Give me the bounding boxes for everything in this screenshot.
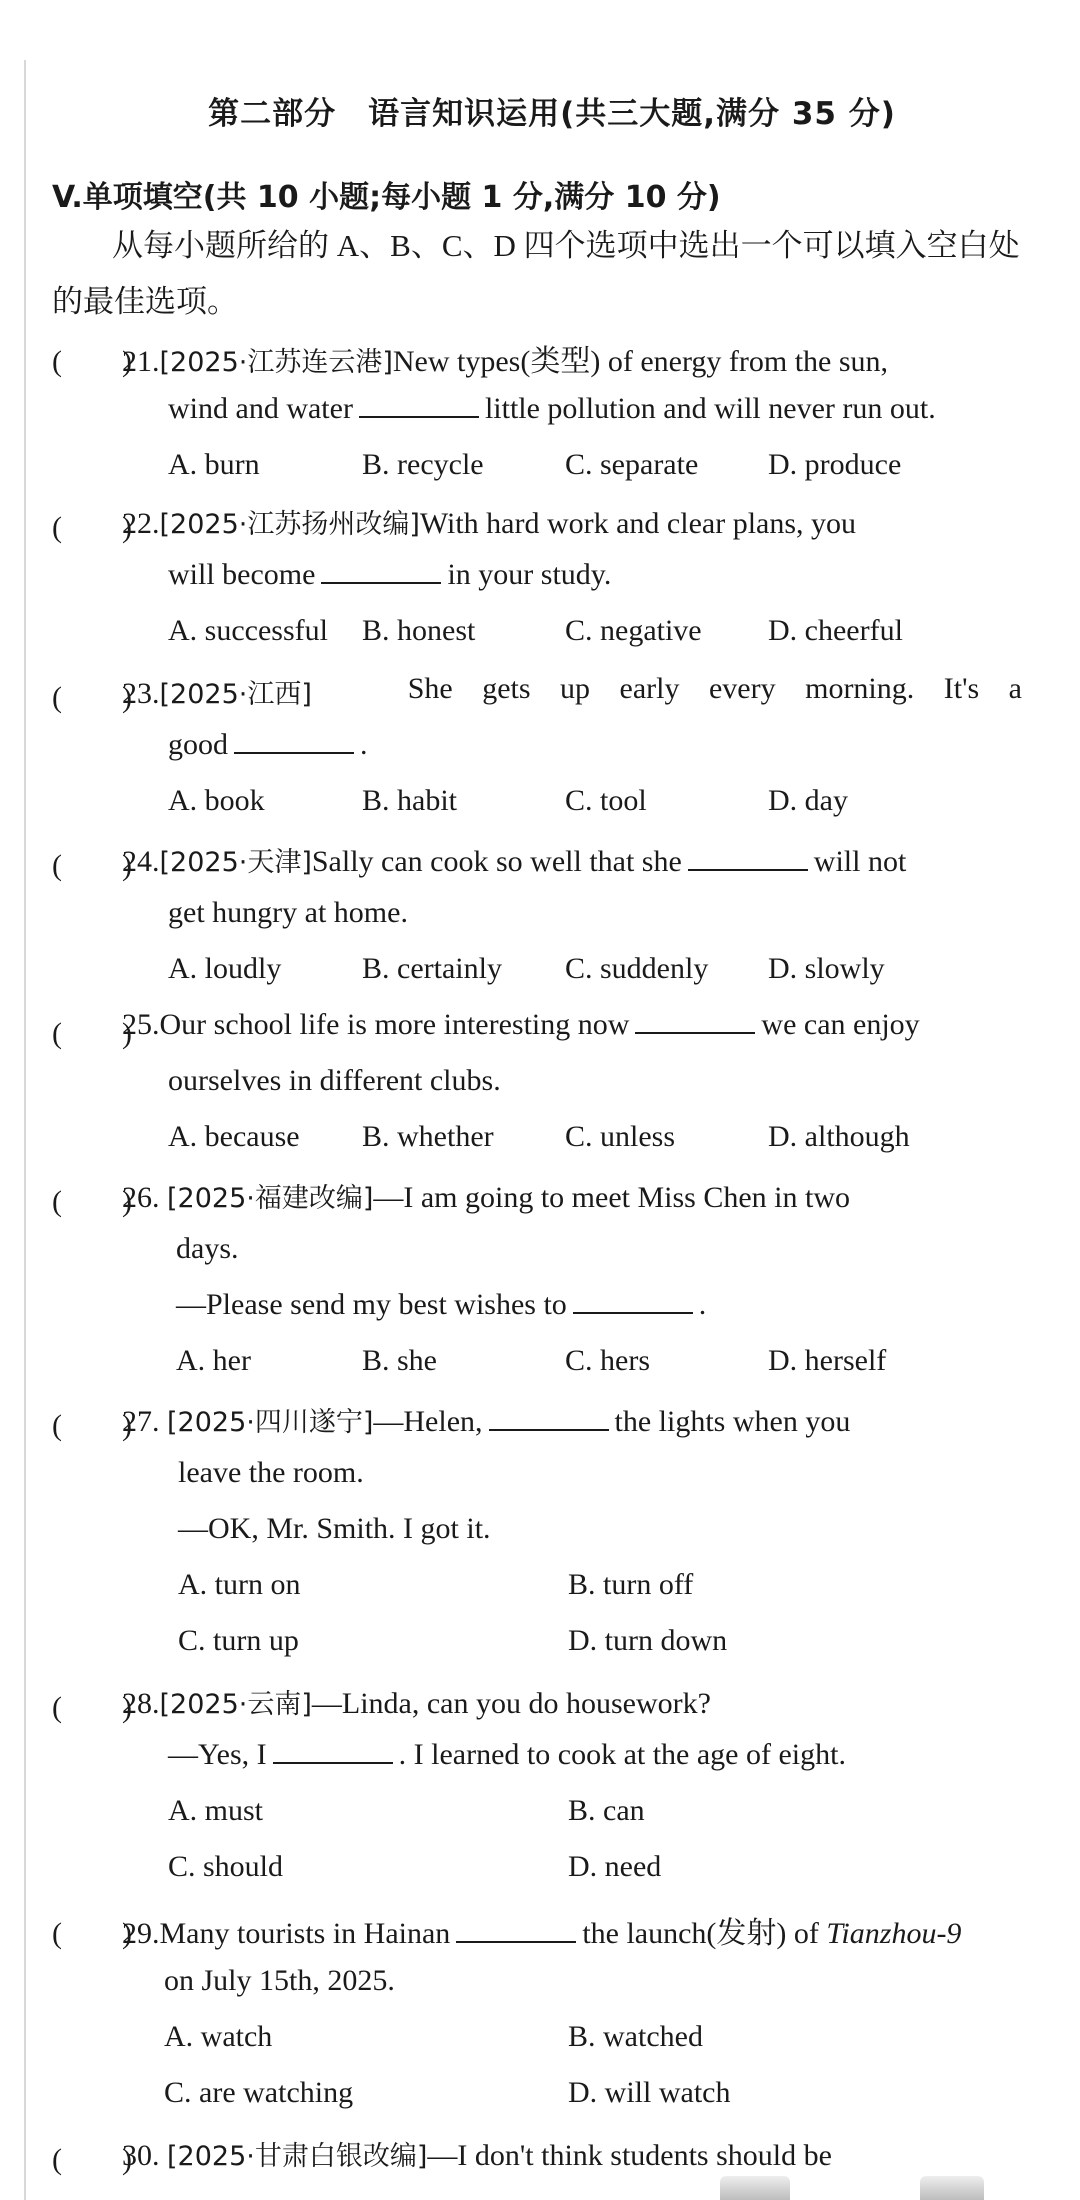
answer-blank[interactable] xyxy=(234,728,354,754)
question-text: Our school life is more interesting now xyxy=(159,1008,630,1041)
question-text: the launch(发射) of xyxy=(582,1917,819,1950)
answer-paren[interactable]: ( ) xyxy=(52,2143,132,2176)
page-margin-line xyxy=(24,60,26,2200)
question-text: wind and water xyxy=(168,392,353,425)
answer-blank[interactable] xyxy=(573,1288,693,1314)
question-text: ourselves in different clubs. xyxy=(168,1064,501,1097)
option-b[interactable]: B. watched xyxy=(568,2020,703,2053)
option-d[interactable]: D. turn down xyxy=(568,1624,728,1657)
option-a[interactable]: A. because xyxy=(168,1120,300,1153)
option-b[interactable]: B. certainly xyxy=(362,952,502,985)
part-title: 第二部分 语言知识运用(共三大题,满分 35 分) xyxy=(208,96,896,132)
question-text: days. xyxy=(176,1232,239,1265)
answer-paren[interactable]: ( ) xyxy=(52,1409,132,1442)
option-a[interactable]: A. watch xyxy=(164,2020,273,2053)
question-text: —I am going to meet Miss Chen in two xyxy=(373,1181,851,1214)
question-line xyxy=(122,1176,850,1215)
question-text: will become xyxy=(168,558,316,591)
question-number: 29. xyxy=(122,1917,160,1950)
question-number: 28. xyxy=(122,1687,160,1720)
question-text: —Linda, can you do housework? xyxy=(311,1687,711,1720)
question-text: With hard work and clear plans, you xyxy=(419,507,857,540)
instruction-line-1: 从每小题所给的 A、B、C、D 四个选项中选出一个可以填入空白处 xyxy=(112,228,1020,263)
question-line xyxy=(176,1232,239,1266)
question-number: 25. xyxy=(122,1008,160,1041)
option-c[interactable]: C. should xyxy=(168,1850,284,1883)
question-source: [2025·江西] xyxy=(159,679,312,710)
option-b[interactable]: B. honest xyxy=(362,614,476,647)
answer-paren[interactable]: ( ) xyxy=(52,1017,132,1050)
question-line xyxy=(122,1682,711,1721)
question-number: 24. xyxy=(122,845,160,878)
page-edge-shadow xyxy=(920,2176,984,2200)
question-line xyxy=(168,1738,846,1772)
question-line xyxy=(122,1008,920,1042)
option-c[interactable]: C. negative xyxy=(565,614,702,647)
answer-blank[interactable] xyxy=(489,1405,609,1431)
question-text: on July 15th, 2025. xyxy=(164,1964,395,1997)
question-text-italic: Tianzhou-9 xyxy=(826,1917,962,1950)
option-d[interactable]: D. day xyxy=(768,784,848,817)
option-c[interactable]: C. separate xyxy=(565,448,699,481)
question-text: New types(类型) of energy from the sun, xyxy=(392,345,889,378)
question-line xyxy=(168,728,368,762)
question-text: . xyxy=(698,1288,707,1321)
question-text: —Helen, xyxy=(373,1405,483,1438)
question-text: . I learned to cook at the age of eight. xyxy=(398,1738,846,1771)
question-line xyxy=(122,502,856,541)
question-line xyxy=(122,1400,850,1439)
option-a[interactable]: A. her xyxy=(176,1344,251,1377)
answer-paren[interactable]: ( ) xyxy=(52,345,132,378)
option-c[interactable]: C. turn up xyxy=(178,1624,299,1657)
question-text: —I don't think students should be xyxy=(427,2139,832,2172)
answer-paren[interactable]: ( ) xyxy=(52,849,132,882)
question-number: 27. xyxy=(122,1405,160,1438)
answer-paren[interactable]: ( ) xyxy=(52,1185,132,1218)
option-d[interactable]: D. will watch xyxy=(568,2076,731,2109)
question-text: good xyxy=(168,728,228,761)
page-edge-shadow xyxy=(720,2176,790,2200)
instruction-line-2: 的最佳选项。 xyxy=(52,284,238,319)
option-c[interactable]: C. are watching xyxy=(164,2076,354,2109)
question-text: get hungry at home. xyxy=(168,896,408,929)
question-line xyxy=(122,2134,832,2173)
answer-blank[interactable] xyxy=(688,845,808,871)
question-number: 21. xyxy=(122,345,160,378)
option-d[interactable]: D. herself xyxy=(768,1344,887,1377)
answer-paren[interactable]: ( ) xyxy=(52,1691,132,1724)
question-source: [2025·江苏连云港] xyxy=(159,347,393,378)
option-a[interactable]: A. book xyxy=(168,784,265,817)
question-source: [2025·福建改编] xyxy=(167,1183,374,1214)
option-d[interactable]: D. produce xyxy=(768,448,902,481)
option-c[interactable]: C. suddenly xyxy=(565,952,709,985)
option-b[interactable]: B. can xyxy=(568,1794,645,1827)
question-text: —OK, Mr. Smith. I got it. xyxy=(178,1512,491,1545)
question-line xyxy=(168,1064,501,1098)
option-d[interactable]: D. cheerful xyxy=(768,614,903,647)
question-text: Many tourists in Hainan xyxy=(159,1917,451,1950)
section-title: V.单项填空(共 10 小题;每小题 1 分,满分 10 分) xyxy=(52,180,721,215)
option-b[interactable]: B. whether xyxy=(362,1120,494,1153)
option-c[interactable]: C. unless xyxy=(565,1120,676,1153)
answer-blank[interactable] xyxy=(359,392,479,418)
question-text: the lights when you xyxy=(614,1405,851,1438)
option-a[interactable]: A. successful xyxy=(168,614,328,647)
answer-paren[interactable]: ( ) xyxy=(52,681,132,714)
option-a[interactable]: A. turn on xyxy=(178,1568,301,1601)
option-b[interactable]: B. turn off xyxy=(568,1568,694,1601)
question-text: we can enjoy xyxy=(761,1008,920,1041)
answer-paren[interactable]: ( ) xyxy=(52,511,132,544)
question-text: . xyxy=(360,728,368,761)
question-text: little pollution and will never run out. xyxy=(484,392,936,425)
question-line xyxy=(168,558,611,592)
question-text: will not xyxy=(813,845,907,878)
question-text: leave the room. xyxy=(178,1456,364,1489)
question-line xyxy=(122,672,1022,711)
question-text: —Yes, I xyxy=(168,1738,267,1771)
option-b[interactable]: B. habit xyxy=(362,784,457,817)
answer-blank[interactable] xyxy=(321,558,441,584)
option-d[interactable]: D. although xyxy=(768,1120,910,1153)
question-source: [2025·云南] xyxy=(159,1689,312,1720)
option-c[interactable]: C. hers xyxy=(565,1344,650,1377)
question-line xyxy=(168,896,408,930)
option-d[interactable]: D. slowly xyxy=(768,952,885,985)
question-text: Sally can cook so well that she xyxy=(311,845,682,878)
answer-blank[interactable] xyxy=(635,1008,755,1034)
option-a[interactable]: A. burn xyxy=(168,448,260,481)
question-number: 22. xyxy=(122,507,160,540)
option-b[interactable]: B. recycle xyxy=(362,448,484,481)
option-d[interactable]: D. need xyxy=(568,1850,662,1883)
question-source: [2025·甘肃白银改编] xyxy=(167,2141,428,2172)
question-line xyxy=(176,1288,706,1322)
option-a[interactable]: A. must xyxy=(168,1794,264,1827)
option-a[interactable]: A. loudly xyxy=(168,952,282,985)
question-line xyxy=(168,392,936,426)
question-line xyxy=(122,840,906,879)
question-line xyxy=(164,1964,395,1998)
answer-blank[interactable] xyxy=(456,1917,576,1943)
question-line xyxy=(122,1908,961,1952)
question-line xyxy=(178,1456,364,1490)
question-number: 23. xyxy=(122,677,160,710)
answer-paren[interactable]: ( ) xyxy=(52,1917,132,1950)
option-c[interactable]: C. tool xyxy=(565,784,647,817)
question-source: [2025·江苏扬州改编] xyxy=(159,509,420,540)
question-line xyxy=(178,1512,491,1546)
question-text: in your study. xyxy=(447,558,612,591)
answer-blank[interactable] xyxy=(273,1738,393,1764)
question-number: 30. xyxy=(122,2139,160,2172)
question-source: [2025·四川遂宁] xyxy=(167,1407,374,1438)
question-number: 26. xyxy=(122,1181,160,1214)
option-b[interactable]: B. she xyxy=(362,1344,437,1377)
question-text: —Please send my best wishes to xyxy=(176,1288,567,1321)
question-source: [2025·天津] xyxy=(159,847,312,878)
question-text: She gets up early every morning. It's a xyxy=(407,672,1022,705)
question-line xyxy=(122,336,1052,380)
